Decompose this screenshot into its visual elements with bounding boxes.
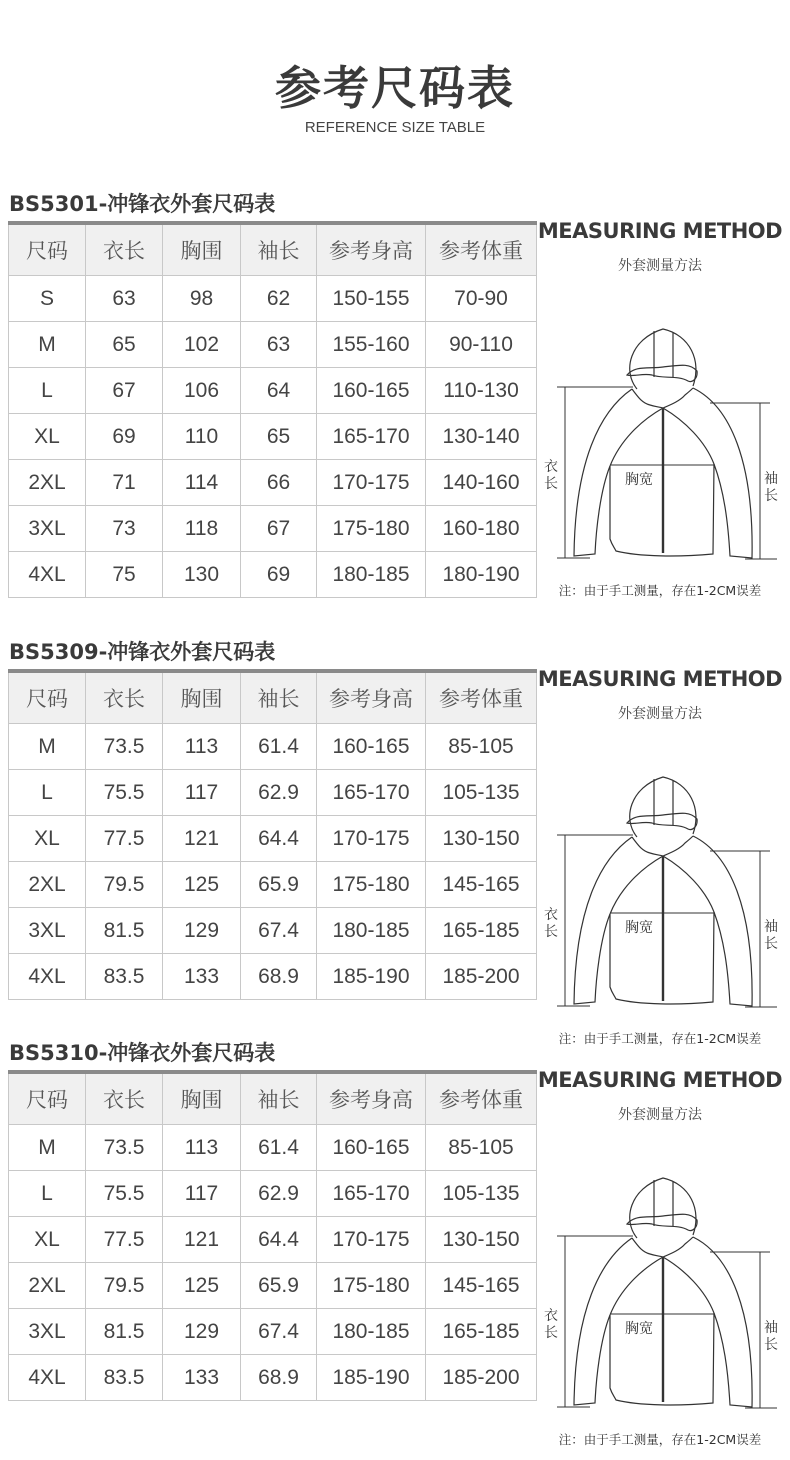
size-table — [8, 669, 537, 1000]
table-cell: L — [9, 1171, 86, 1217]
table-cell: 61.4 — [241, 1125, 317, 1171]
table-cell: 65 — [241, 414, 317, 460]
column-header: 参考体重 — [426, 1072, 537, 1125]
column-header: 胸围 — [163, 223, 241, 276]
column-header: 参考体重 — [426, 223, 537, 276]
measuring-method — [530, 1070, 790, 1460]
column-header: 袖长 — [241, 1072, 317, 1125]
jacket-diagram-icon — [530, 759, 790, 1029]
table-cell: 170-175 — [317, 460, 426, 506]
column-header: 胸围 — [163, 1072, 241, 1125]
measuring-method — [530, 669, 790, 1059]
table-cell: 130-150 — [426, 816, 537, 862]
table-row — [9, 1355, 537, 1401]
table-cell: 130-140 — [426, 414, 537, 460]
table-cell: 67 — [86, 368, 163, 414]
table-cell: 81.5 — [86, 1309, 163, 1355]
table-cell: 83.5 — [86, 954, 163, 1000]
table-cell: 121 — [163, 816, 241, 862]
table-cell: 63 — [241, 322, 317, 368]
jacket-diagram-icon — [530, 1160, 790, 1430]
table-cell: 75.5 — [86, 1171, 163, 1217]
table-row — [9, 908, 537, 954]
table-cell: 3XL — [9, 1309, 86, 1355]
table-title: BS5301-冲锋衣外套尺码表 — [9, 192, 276, 216]
measuring-subtitle: 外套测量方法 — [618, 1107, 702, 1123]
table-cell: 81.5 — [86, 908, 163, 954]
sleeve-label: 袖长 — [764, 919, 778, 952]
table-cell: 121 — [163, 1217, 241, 1263]
table-row — [9, 724, 537, 770]
table-cell: 69 — [241, 552, 317, 598]
measuring-title: MEASURING METHOD — [537, 667, 783, 691]
table-cell: 102 — [163, 322, 241, 368]
chest-label: 胸宽 — [625, 1321, 653, 1337]
table-cell: 66 — [241, 460, 317, 506]
table-cell: 180-185 — [317, 552, 426, 598]
table-cell: 83.5 — [86, 1355, 163, 1401]
column-header: 参考体重 — [426, 671, 537, 724]
table-row — [9, 1171, 537, 1217]
table-cell: 2XL — [9, 1263, 86, 1309]
table-cell: 90-110 — [426, 322, 537, 368]
table-cell: 69 — [86, 414, 163, 460]
table-cell: S — [9, 276, 86, 322]
measuring-note: 注：由于手工测量，存在1-2CM误差 — [558, 1432, 762, 1447]
table-cell: 129 — [163, 908, 241, 954]
page-subtitle: REFERENCE SIZE TABLE — [304, 119, 486, 136]
table-cell: 70-90 — [426, 276, 537, 322]
table-cell: 63 — [86, 276, 163, 322]
table-row — [9, 460, 537, 506]
table-cell: 180-190 — [426, 552, 537, 598]
column-header: 参考身高 — [317, 671, 426, 724]
table-header-row — [9, 223, 537, 276]
sleeve-label: 袖长 — [764, 471, 778, 504]
table-cell: 68.9 — [241, 1355, 317, 1401]
table-cell: 79.5 — [86, 1263, 163, 1309]
table-cell: 175-180 — [317, 506, 426, 552]
table-title: BS5310-冲锋衣外套尺码表 — [9, 1041, 276, 1065]
column-header: 尺码 — [9, 671, 86, 724]
table-cell: M — [9, 1125, 86, 1171]
table-cell: M — [9, 322, 86, 368]
measuring-subtitle: 外套测量方法 — [618, 706, 702, 722]
table-cell: 150-155 — [317, 276, 426, 322]
table-cell: 170-175 — [317, 1217, 426, 1263]
column-header: 袖长 — [241, 671, 317, 724]
column-header: 胸围 — [163, 671, 241, 724]
table-cell: 110-130 — [426, 368, 537, 414]
table-cell: 185-200 — [426, 954, 537, 1000]
table-cell: 165-185 — [426, 1309, 537, 1355]
table-cell: 105-135 — [426, 770, 537, 816]
table-cell: 170-175 — [317, 816, 426, 862]
table-cell: 130 — [163, 552, 241, 598]
table-cell: XL — [9, 1217, 86, 1263]
column-header: 衣长 — [86, 671, 163, 724]
table-cell: 75 — [86, 552, 163, 598]
table-cell: XL — [9, 414, 86, 460]
table-row — [9, 862, 537, 908]
table-cell: 67.4 — [241, 908, 317, 954]
column-header: 参考身高 — [317, 223, 426, 276]
measuring-note: 注：由于手工测量，存在1-2CM误差 — [558, 1031, 762, 1046]
table-cell: 4XL — [9, 954, 86, 1000]
table-cell: 140-160 — [426, 460, 537, 506]
table-cell: 98 — [163, 276, 241, 322]
table-cell: 125 — [163, 1263, 241, 1309]
table-row — [9, 552, 537, 598]
table-cell: 165-170 — [317, 770, 426, 816]
table-title: BS5309-冲锋衣外套尺码表 — [9, 640, 276, 664]
table-cell: 180-185 — [317, 1309, 426, 1355]
table-cell: 113 — [163, 724, 241, 770]
table-cell: 73.5 — [86, 724, 163, 770]
table-cell: 125 — [163, 862, 241, 908]
chest-label: 胸宽 — [625, 472, 653, 488]
table-cell: 175-180 — [317, 862, 426, 908]
table-cell: 185-190 — [317, 954, 426, 1000]
table-row — [9, 322, 537, 368]
table-cell: 77.5 — [86, 1217, 163, 1263]
table-cell: 117 — [163, 1171, 241, 1217]
table-cell: 114 — [163, 460, 241, 506]
table-cell: 65.9 — [241, 862, 317, 908]
table-cell: 165-185 — [426, 908, 537, 954]
table-cell: 73 — [86, 506, 163, 552]
table-row — [9, 954, 537, 1000]
length-label: 衣长 — [544, 459, 558, 492]
table-cell: 113 — [163, 1125, 241, 1171]
table-cell: 61.4 — [241, 724, 317, 770]
table-cell: 64.4 — [241, 816, 317, 862]
table-cell: 185-200 — [426, 1355, 537, 1401]
table-cell: 3XL — [9, 506, 86, 552]
table-header-row — [9, 1072, 537, 1125]
table-cell: 175-180 — [317, 1263, 426, 1309]
table-row — [9, 1217, 537, 1263]
measuring-method — [530, 221, 790, 611]
table-cell: 185-190 — [317, 1355, 426, 1401]
jacket-diagram-icon — [530, 311, 790, 581]
table-cell: 3XL — [9, 908, 86, 954]
column-header: 袖长 — [241, 223, 317, 276]
table-cell: 62 — [241, 276, 317, 322]
table-cell: 65.9 — [241, 1263, 317, 1309]
table-header-row — [9, 671, 537, 724]
measuring-note: 注：由于手工测量，存在1-2CM误差 — [558, 583, 762, 598]
table-cell: 145-165 — [426, 862, 537, 908]
table-cell: 180-185 — [317, 908, 426, 954]
table-row — [9, 414, 537, 460]
table-cell: 65 — [86, 322, 163, 368]
table-cell: 2XL — [9, 862, 86, 908]
table-cell: L — [9, 770, 86, 816]
table-row — [9, 368, 537, 414]
column-header: 尺码 — [9, 223, 86, 276]
size-table — [8, 221, 537, 598]
measuring-subtitle: 外套测量方法 — [618, 258, 702, 274]
table-row — [9, 506, 537, 552]
table-cell: 160-165 — [317, 724, 426, 770]
table-cell: 129 — [163, 1309, 241, 1355]
table-cell: 130-150 — [426, 1217, 537, 1263]
size-table — [8, 1070, 537, 1401]
table-cell: 85-105 — [426, 1125, 537, 1171]
table-cell: 160-165 — [317, 1125, 426, 1171]
table-cell: L — [9, 368, 86, 414]
table-row — [9, 1309, 537, 1355]
table-cell: 165-170 — [317, 1171, 426, 1217]
table-cell: 133 — [163, 1355, 241, 1401]
table-cell: 133 — [163, 954, 241, 1000]
table-cell: 79.5 — [86, 862, 163, 908]
table-cell: 64 — [241, 368, 317, 414]
table-cell: 4XL — [9, 552, 86, 598]
table-cell: 67.4 — [241, 1309, 317, 1355]
table-cell: 105-135 — [426, 1171, 537, 1217]
table-cell: 62.9 — [241, 770, 317, 816]
table-cell: 165-170 — [317, 414, 426, 460]
table-cell: 75.5 — [86, 770, 163, 816]
table-cell: 67 — [241, 506, 317, 552]
table-row — [9, 276, 537, 322]
table-cell: XL — [9, 816, 86, 862]
table-cell: 71 — [86, 460, 163, 506]
chest-label: 胸宽 — [625, 920, 653, 936]
measuring-title: MEASURING METHOD — [537, 1068, 783, 1092]
table-cell: 85-105 — [426, 724, 537, 770]
measuring-title: MEASURING METHOD — [537, 219, 783, 243]
table-cell: 110 — [163, 414, 241, 460]
column-header: 衣长 — [86, 223, 163, 276]
table-cell: 62.9 — [241, 1171, 317, 1217]
column-header: 尺码 — [9, 1072, 86, 1125]
table-cell: 2XL — [9, 460, 86, 506]
table-row — [9, 770, 537, 816]
sleeve-label: 袖长 — [764, 1320, 778, 1353]
length-label: 衣长 — [544, 1308, 558, 1341]
table-row — [9, 816, 537, 862]
table-cell: 160-180 — [426, 506, 537, 552]
table-cell: 68.9 — [241, 954, 317, 1000]
table-cell: 64.4 — [241, 1217, 317, 1263]
column-header: 衣长 — [86, 1072, 163, 1125]
column-header: 参考身高 — [317, 1072, 426, 1125]
table-row — [9, 1263, 537, 1309]
length-label: 衣长 — [544, 907, 558, 940]
table-cell: 77.5 — [86, 816, 163, 862]
table-cell: 117 — [163, 770, 241, 816]
table-cell: 160-165 — [317, 368, 426, 414]
table-cell: 106 — [163, 368, 241, 414]
table-cell: 4XL — [9, 1355, 86, 1401]
table-cell: 118 — [163, 506, 241, 552]
table-row — [9, 1125, 537, 1171]
table-cell: 145-165 — [426, 1263, 537, 1309]
table-cell: 73.5 — [86, 1125, 163, 1171]
page-title: 参考尺码表 — [275, 61, 515, 115]
table-cell: 155-160 — [317, 322, 426, 368]
table-cell: M — [9, 724, 86, 770]
